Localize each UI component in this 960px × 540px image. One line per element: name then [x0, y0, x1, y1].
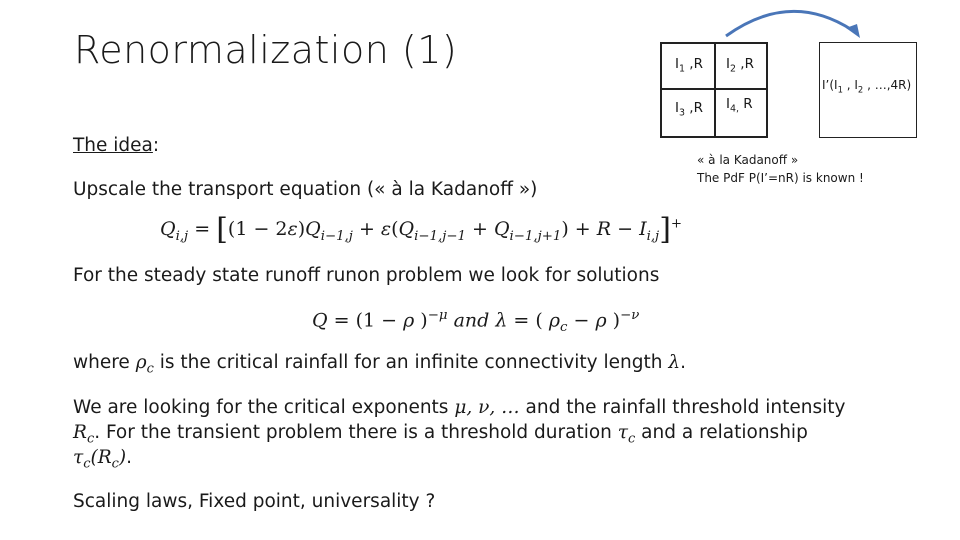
scaling-laws-paragraph: Scaling laws, Fixed point, universality ?	[73, 491, 436, 512]
steady-state-paragraph: For the steady state runoff runon problem we look for solutions	[73, 265, 660, 286]
scaling-equation: Q = (1 − ρ )$^{-\mu}$ and λ = ( $\rho_c - \rho$ )$^{-\nu}$	[312, 308, 640, 336]
renormalized-cell-label: $I’(I_1$ , $I_2$ , …,4R)	[822, 78, 912, 95]
grid-cell-1: $I_1$ ,R	[675, 56, 703, 75]
grid-border-bottom	[660, 136, 768, 138]
grid-cell-4: $I_{4,}$ R	[726, 96, 753, 115]
critical-exponents-line2: $R_c$. For the transient problem there is a threshold duration $\tau_c$ and a relationship	[73, 422, 808, 447]
grid-cell-2: $I_2$ ,R	[726, 56, 754, 75]
upscale-paragraph: Upscale the transport equation (« à la Kadanoff »)	[73, 179, 538, 200]
grid-cell-3: $I_3$ ,R	[675, 100, 703, 119]
critical-exponents-line3: $\tau_c(R_c)$.	[73, 447, 133, 472]
grid-divider-vertical	[714, 42, 716, 138]
renormalization-grid	[660, 42, 768, 138]
slide-title: Renormalization (1)	[74, 28, 458, 72]
idea-heading: The idea:	[73, 135, 160, 156]
kadanoff-note: « à la Kadanoff »	[697, 153, 799, 167]
transport-equation: $Q_{i,j} = [(1 - 2\varepsilon)Q_{i-1,j} + \varepsilon(Q_{i-1,j-1} + Q_{i-1,j+1}) + R - I_{i,j}]^+$	[160, 212, 683, 247]
pdf-note: The PdF P(I’=nR) is known !	[697, 171, 864, 185]
grid-divider-horizontal	[660, 88, 768, 90]
critical-exponents-line1: We are looking for the critical exponents μ, ν, … and the rainfall threshold intensity	[73, 397, 846, 418]
grid-border-right	[766, 42, 768, 138]
critical-rainfall-paragraph: where $\rho_c$ is the critical rainfall for an infinite connectivity length λ.	[73, 352, 686, 377]
grid-border-left	[660, 42, 662, 138]
